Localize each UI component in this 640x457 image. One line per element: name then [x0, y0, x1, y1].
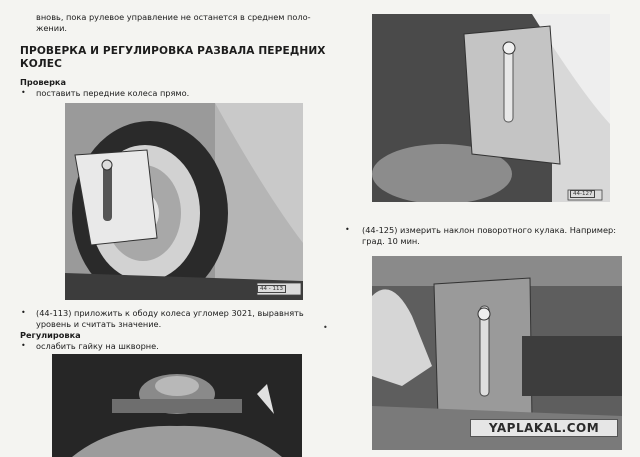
adjust-item-text: ослабить гайку на шкворне.	[36, 341, 159, 351]
stray-dot: •	[323, 323, 328, 332]
wheel-gauge-illustration	[65, 103, 303, 300]
section-heading-line-2: КОЛЕС	[20, 58, 62, 70]
bullet-icon: •	[21, 341, 26, 350]
intro-text-line-2: жении.	[36, 23, 68, 33]
subheading-adjust: Регулировка	[20, 330, 81, 340]
caption-1-line-1: (44-113) приложить к ободу колеса угломер 3021, выравнять	[36, 308, 304, 318]
bullet-icon: •	[345, 225, 350, 234]
photo-wheel-gauge	[65, 103, 303, 300]
section-heading-line-1: ПРОВЕРКА И РЕГУЛИРОВКА РАЗВАЛА ПЕРЕДНИХ	[20, 45, 326, 57]
figure-1-label: 44 - 113	[257, 285, 286, 293]
caption-2-line-2: град. 10 мин.	[362, 236, 420, 246]
check-item-text: поставить передние колеса прямо.	[36, 88, 190, 98]
caption-2-line-1: (44-125) измерить наклон поворотного кулака. Например:	[362, 225, 616, 235]
intro-text-line-1: вновь, пока рулевое управление не останется в среднем поло-	[36, 12, 311, 22]
photo-suspension	[52, 354, 302, 457]
caption-1-line-2: уровень и считать значение.	[36, 319, 162, 329]
suspension-illustration	[52, 354, 302, 457]
subheading-check: Проверка	[20, 77, 67, 87]
steering-knuckle-illustration	[372, 14, 610, 202]
bullet-icon: •	[21, 308, 26, 317]
photo-steering-knuckle	[372, 14, 610, 202]
watermark-logo: YAPLAKAL.COM	[470, 419, 618, 437]
bullet-icon: •	[21, 88, 26, 97]
figure-2-label: 44-127	[570, 190, 595, 198]
